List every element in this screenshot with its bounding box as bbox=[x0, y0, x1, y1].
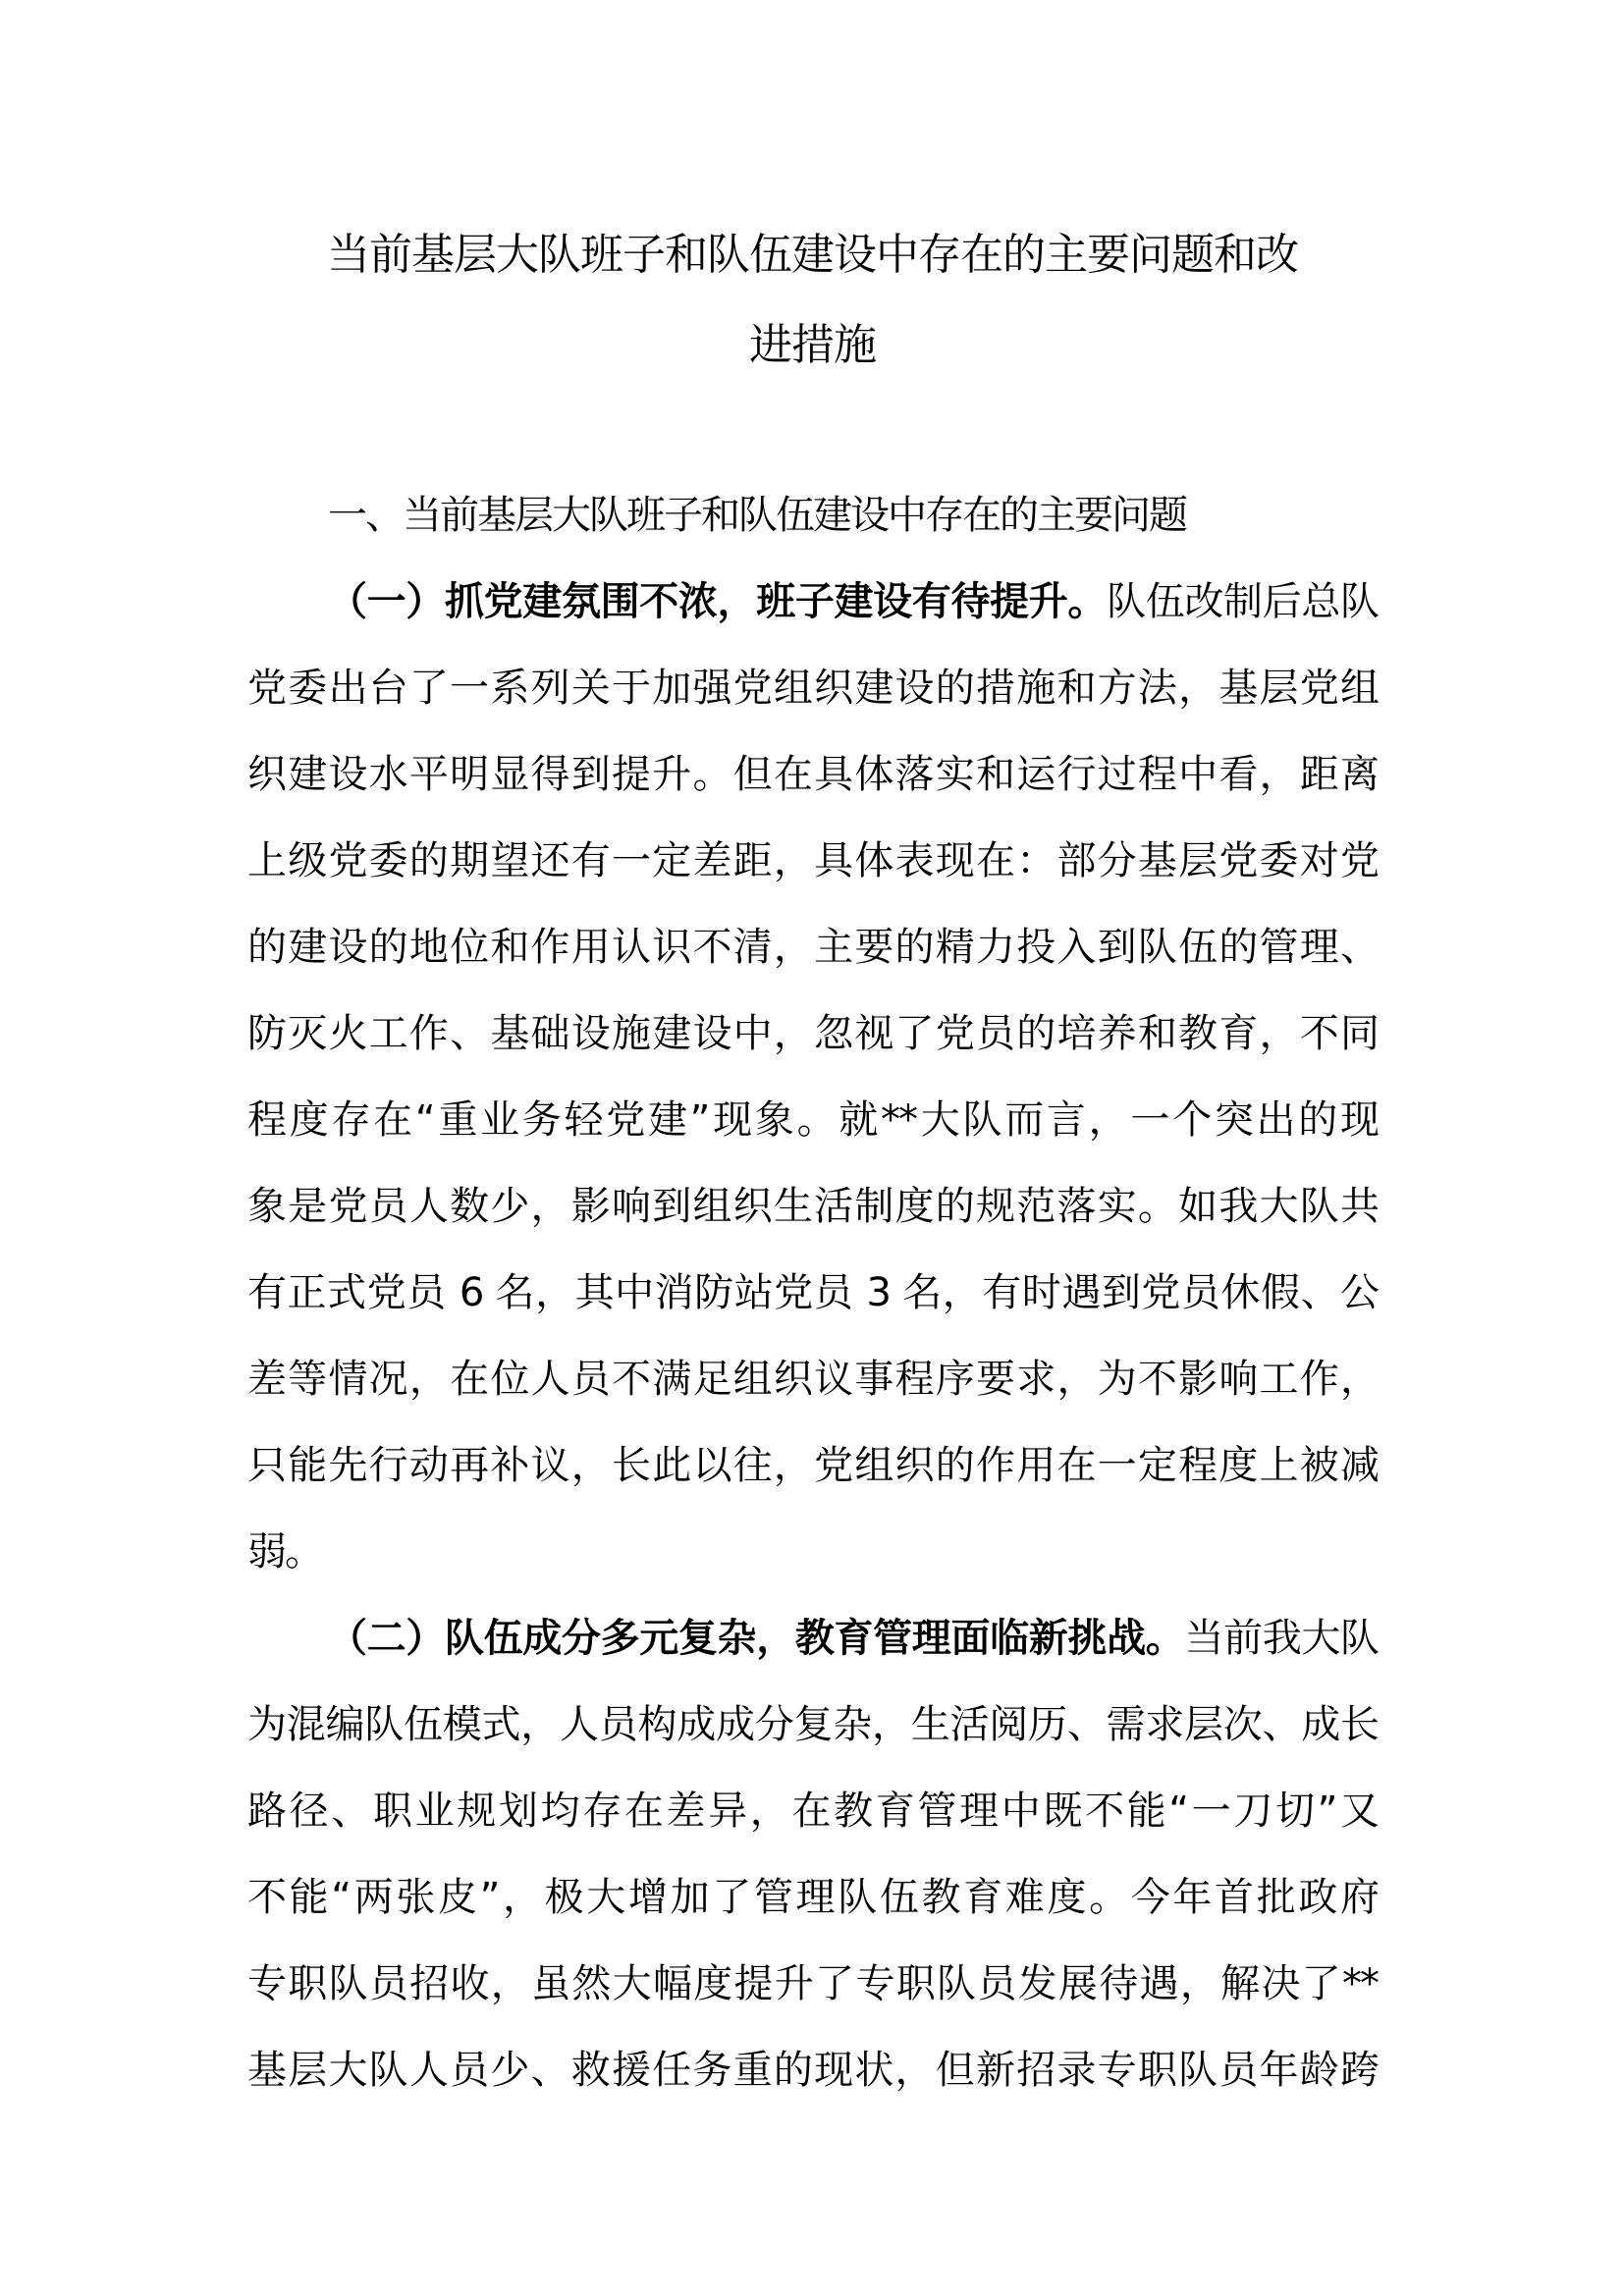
paragraph-line: 程度存在“重业务轻党建”现象。就**大队而言，一个突出的现 bbox=[247, 1097, 1378, 1143]
paragraph-line: 织建设水平明显得到提升。但在具体落实和运行过程中看，距离 bbox=[247, 752, 1378, 797]
paragraph-text: 当前我大队 bbox=[1184, 1616, 1379, 1661]
paragraph-line: 象是党员人数少，影响到组织生活制度的规范落实。如我大队共 bbox=[247, 1184, 1378, 1229]
paragraph-line: 弱。 bbox=[247, 1529, 322, 1575]
section-heading: 一、当前基层大队班子和队伍建设中存在的主要问题 bbox=[328, 493, 1186, 538]
paragraph-line: 有正式党员 6 名，其中消防站党员 3 名，有时遇到党员休假、公 bbox=[247, 1270, 1378, 1315]
paragraph-line: 路径、职业规划均存在差异，在教育管理中既不能“一刀切”又 bbox=[247, 1789, 1378, 1834]
paragraph-line: 上级党委的期望还有一定差距，具体表现在：部分基层党委对党 bbox=[247, 838, 1378, 883]
paragraph-line: 基层大队人员少、救援任务重的现状，但新招录专职队员年龄跨 bbox=[247, 2048, 1378, 2093]
subsection-1-first-line bbox=[247, 579, 1379, 624]
paragraph-line: 党委出台了一系列关于加强党组织建设的措施和方法，基层党组 bbox=[247, 666, 1378, 711]
subsection-2-heading: （二）队伍成分多元复杂，教育管理面临新挑战。 bbox=[328, 1616, 1185, 1661]
paragraph-line: 差等情况，在位人员不满足组织议事程序要求，为不影响工作， bbox=[247, 1357, 1378, 1402]
document-title-line-2: 进措施 bbox=[749, 320, 876, 370]
paragraph-line: 为混编队伍模式，人员构成成分复杂，生活阅历、需求层次、成长 bbox=[247, 1702, 1378, 1747]
paragraph-line: 专职队员招收，虽然大幅度提升了专职队员发展待遇，解决了** bbox=[247, 1961, 1378, 2006]
subsection-1-heading: （一）抓党建氛围不浓，班子建设有待提升。 bbox=[328, 579, 1108, 624]
paragraph-line: 防灭火工作、基础设施建设中，忽视了党员的培养和教育，不同 bbox=[247, 1011, 1378, 1056]
paragraph-line: 不能“两张皮”，极大增加了管理队伍教育难度。今年首批政府 bbox=[247, 1875, 1378, 1920]
paragraph-line: 的建设的地位和作用认识不清，主要的精力投入到队伍的管理、 bbox=[247, 925, 1378, 970]
subsection-2-first-line bbox=[247, 1616, 1379, 1661]
paragraph-text: 队伍改制后总队 bbox=[1107, 579, 1379, 624]
document-title-line-1: 当前基层大队班子和队伍建设中存在的主要问题和改 bbox=[327, 230, 1298, 280]
paragraph-line: 只能先行动再补议，长此以往，党组织的作用在一定程度上被减 bbox=[247, 1443, 1378, 1488]
